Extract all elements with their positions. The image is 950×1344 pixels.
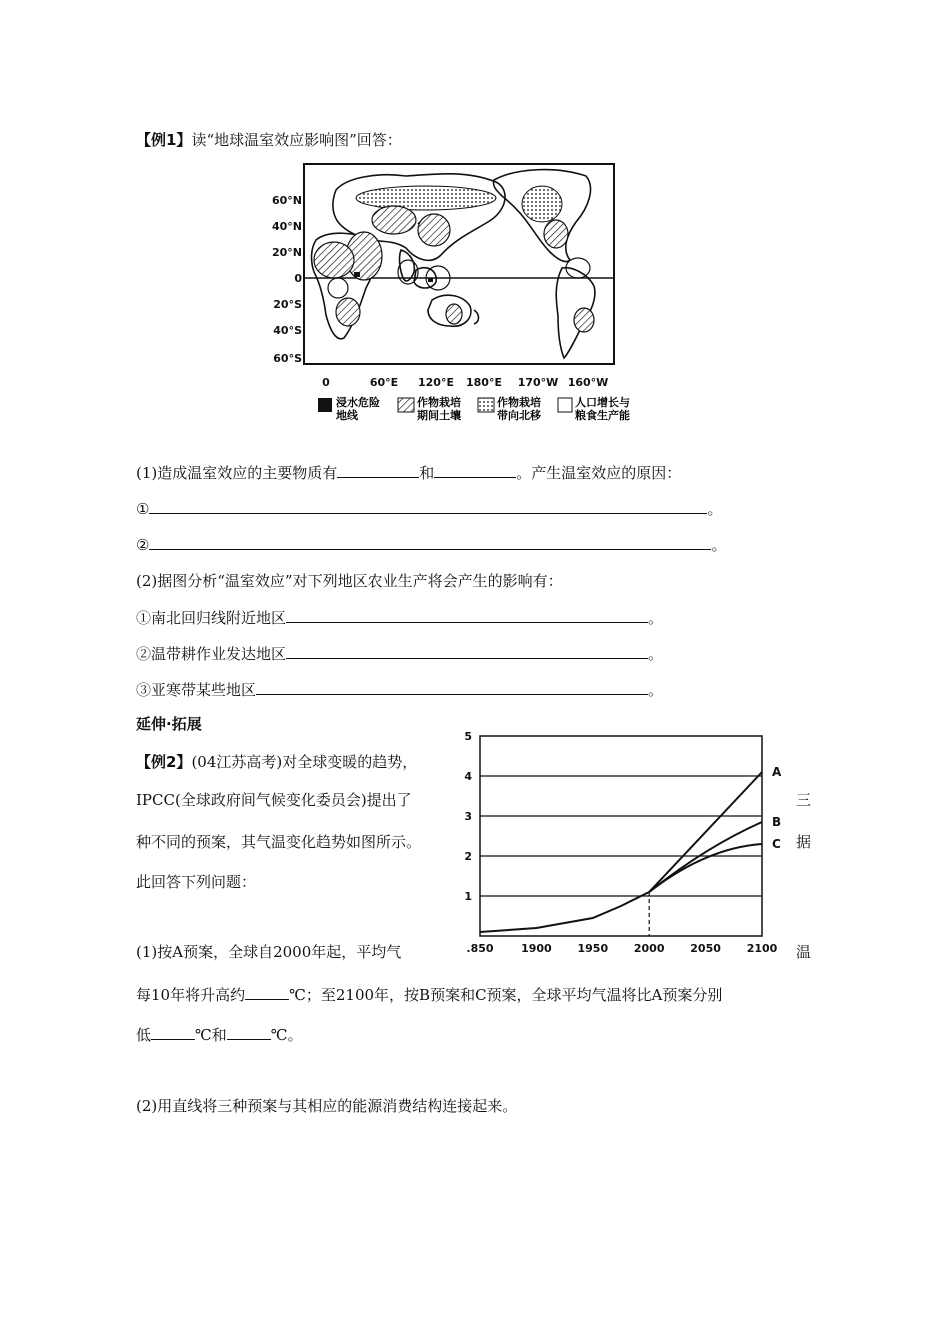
series-line-A	[649, 772, 762, 892]
legend-label: 带向北移	[497, 409, 541, 422]
ex1-q2-item-1: ①南北回归线附近地区 。	[136, 609, 664, 627]
x-tick-label: 1900	[521, 942, 552, 955]
ex2-question-1: (1)按A预案，全球自2000年起，平均气	[136, 943, 402, 961]
ex1-q2-item-3: ③亚寒带某些地区 。	[136, 681, 664, 699]
ex2-line-3: 种不同的预案，其气温变化趋势如图所示。	[136, 833, 422, 851]
blank[interactable]	[434, 462, 516, 478]
y-tick-label: 3	[464, 810, 472, 823]
legend-label: 人口增长与	[575, 396, 630, 409]
ex2-question-2: (2)用直线将三种预案与其相应的能源消费结构连接起来。	[136, 1097, 518, 1115]
ex2-line-3-end: 据	[796, 833, 812, 851]
series-label: B	[772, 815, 782, 829]
legend-label: 期间土壤	[417, 409, 461, 422]
y-tick-label: 2	[464, 850, 472, 863]
lat-label: 40°N	[271, 220, 302, 233]
legend-swatch-soil	[398, 398, 414, 412]
lon-label: 120°E	[418, 376, 454, 389]
temperature-chart	[458, 728, 794, 960]
ex1-answer-line-2: ② 。	[136, 536, 727, 554]
answer-blank[interactable]	[256, 679, 648, 695]
legend-label: 作物栽培	[417, 396, 461, 409]
lon-label: 160°W	[567, 376, 609, 389]
series-label: A	[772, 765, 782, 779]
x-tick-label: 2050	[690, 942, 721, 955]
ex2-line-2-end: 三	[796, 791, 812, 809]
lon-label: 60°E	[369, 376, 399, 389]
ex2-line-4: 此回答下列问题：	[136, 873, 257, 891]
blank[interactable]	[245, 984, 289, 1000]
lat-label: 40°S	[273, 324, 302, 337]
ex1-q2-item-2: ②温带耕作业发达地区 。	[136, 645, 664, 663]
blank[interactable]	[227, 1024, 271, 1040]
ex1-question-1: (1)造成温室效应的主要物质有 和 。产生温室效应的原因：	[136, 464, 682, 482]
x-tick-label: 1950	[577, 942, 609, 955]
y-tick-label: 1	[464, 890, 472, 903]
blank[interactable]	[337, 462, 419, 478]
ex2-question-1-cont2: 低 ℃和 ℃。	[136, 1026, 303, 1044]
ex1-question-2: (2)据图分析“温室效应”对下列地区农业生产将会产生的影响有：	[136, 572, 563, 590]
legend-label: 地线	[336, 409, 358, 422]
ex2-line-2: IPCC(全球政府间气候变化委员会)提出了	[136, 791, 412, 809]
answer-blank[interactable]	[149, 498, 707, 514]
lat-label: 20°N	[271, 246, 302, 259]
legend-label: 作物栽培	[497, 396, 541, 409]
section-heading: 延伸·拓展	[136, 715, 202, 733]
historical-curve	[480, 892, 649, 932]
y-tick-label: 4	[464, 770, 472, 783]
chart-svg	[458, 728, 794, 960]
series-label: C	[772, 837, 781, 851]
lat-label: 60°S	[273, 352, 302, 365]
x-tick-label: 2100	[746, 942, 778, 955]
ex2-question-1-cont: 每10年将升高约 ℃；至2100年，按B预案和C预案，全球平均气温将比A预案分别	[136, 986, 723, 1004]
lat-label: 0	[294, 272, 302, 285]
y-tick-label: 5	[464, 730, 472, 743]
greenhouse-effect-map	[266, 160, 662, 428]
blank[interactable]	[151, 1024, 195, 1040]
lon-label: 170°W	[517, 376, 559, 389]
example1-title: 【例1】读“地球温室效应影响图”回答：	[136, 131, 402, 149]
ex2-question-1-end: 温	[796, 943, 812, 961]
legend-label: 浸水危险	[336, 396, 380, 409]
legend-swatch-population	[558, 398, 572, 412]
legend-swatch-north-shift	[478, 398, 494, 412]
answer-blank[interactable]	[286, 607, 648, 623]
x-tick-label: .850	[466, 942, 494, 955]
x-tick-label: 2000	[633, 942, 665, 955]
map-svg	[266, 160, 662, 428]
lat-label: 60°N	[271, 194, 302, 207]
ex1-answer-line-1: ① 。	[136, 500, 723, 518]
ex2-line-1: 【例2】(04江苏高考)对全球变暖的趋势，	[136, 753, 418, 771]
lat-label: 20°S	[273, 298, 302, 311]
lon-label: 180°E	[466, 376, 502, 389]
answer-blank[interactable]	[286, 643, 648, 659]
answer-blank[interactable]	[149, 534, 711, 550]
lon-label: 0	[322, 376, 330, 389]
legend-swatch-flood	[318, 398, 332, 412]
legend-label: 粮食生产能	[575, 409, 630, 422]
